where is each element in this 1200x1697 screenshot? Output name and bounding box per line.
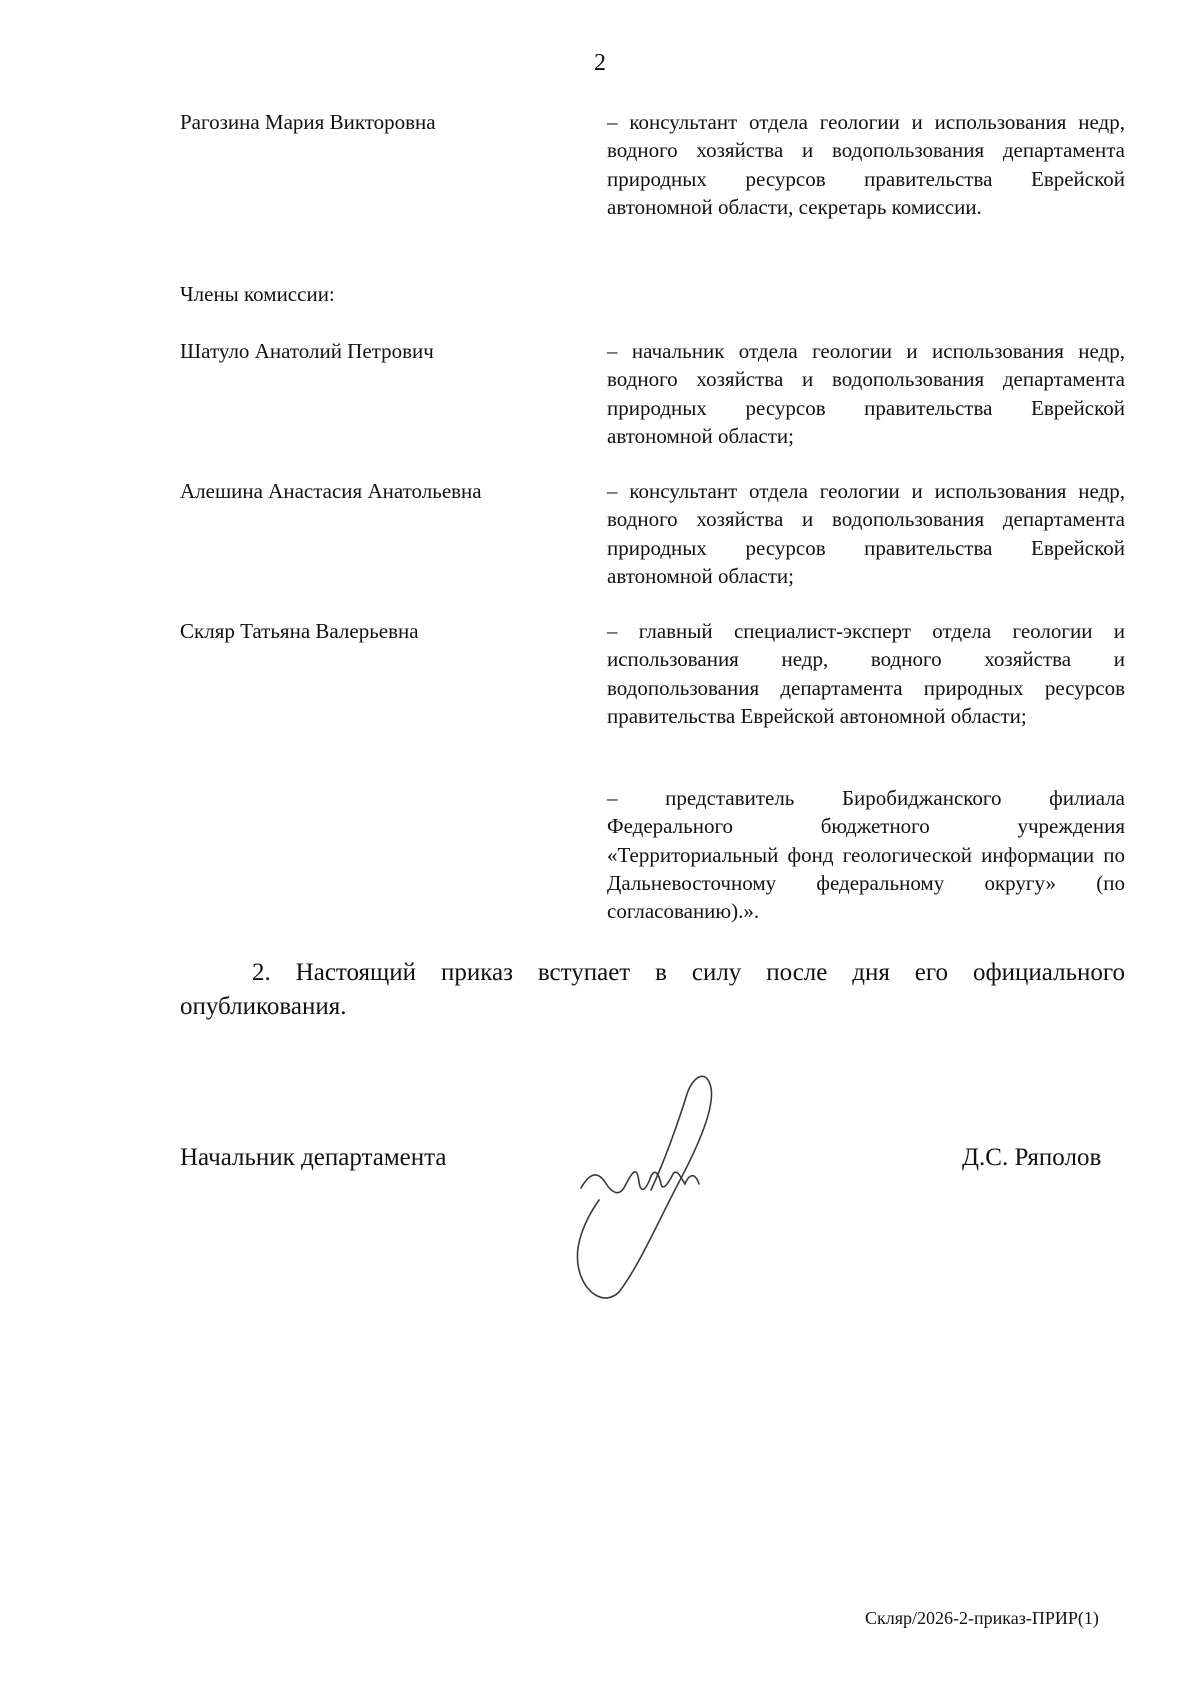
secretary-role: – консультант отдела геологии и использования недр, водного хозяйства и водопользования департамента природных ресурсов правительства Еврейской автономной области, секретарь комиссии. [607,110,1125,219]
signatory-name: Д.С. Ряполов [962,1144,1102,1171]
member-role: – главный специалист-эксперт отдела геологии и использования недр, водного хозяйства и водопользования департамента природных ресурсов правительства Еврейской автономной области; [607,619,1125,728]
members-label: Члены комиссии: [180,282,335,306]
member-role: – консультант отдела геологии и использования недр, водного хозяйства и водопользования департамента природных ресурсов правительства Еврейской автономной области; [607,479,1125,588]
document-reference: Скляр/2026-2-приказ-ПРИР(1) [865,1608,1099,1628]
clause-paragraph: 2. Настоящий приказ вступает в силу после дня его официального опубликования. [180,959,1125,1020]
member-role: – представитель Биробиджанского филиала Федерального бюджетного учреждения «Территориальный фонд геологической информации по Дальневосточному федеральному округу» (по согласованию).». [607,786,1125,924]
handwritten-signature [575,1070,735,1300]
member-name: Скляр Татьяна Валерьевна [180,619,419,643]
secretary-name: Рагозина Мария Викторовна [180,110,436,134]
page-number: 2 [594,50,606,76]
member-role: – начальник отдела геологии и использования недр, водного хозяйства и водопользования департамента природных ресурсов правительства Еврейской автономной области; [607,339,1125,448]
member-name: Шатуло Анатолий Петрович [180,339,434,363]
signatory-title: Начальник департамента [180,1144,447,1171]
member-name: Алешина Анастасия Анатольевна [180,479,482,503]
